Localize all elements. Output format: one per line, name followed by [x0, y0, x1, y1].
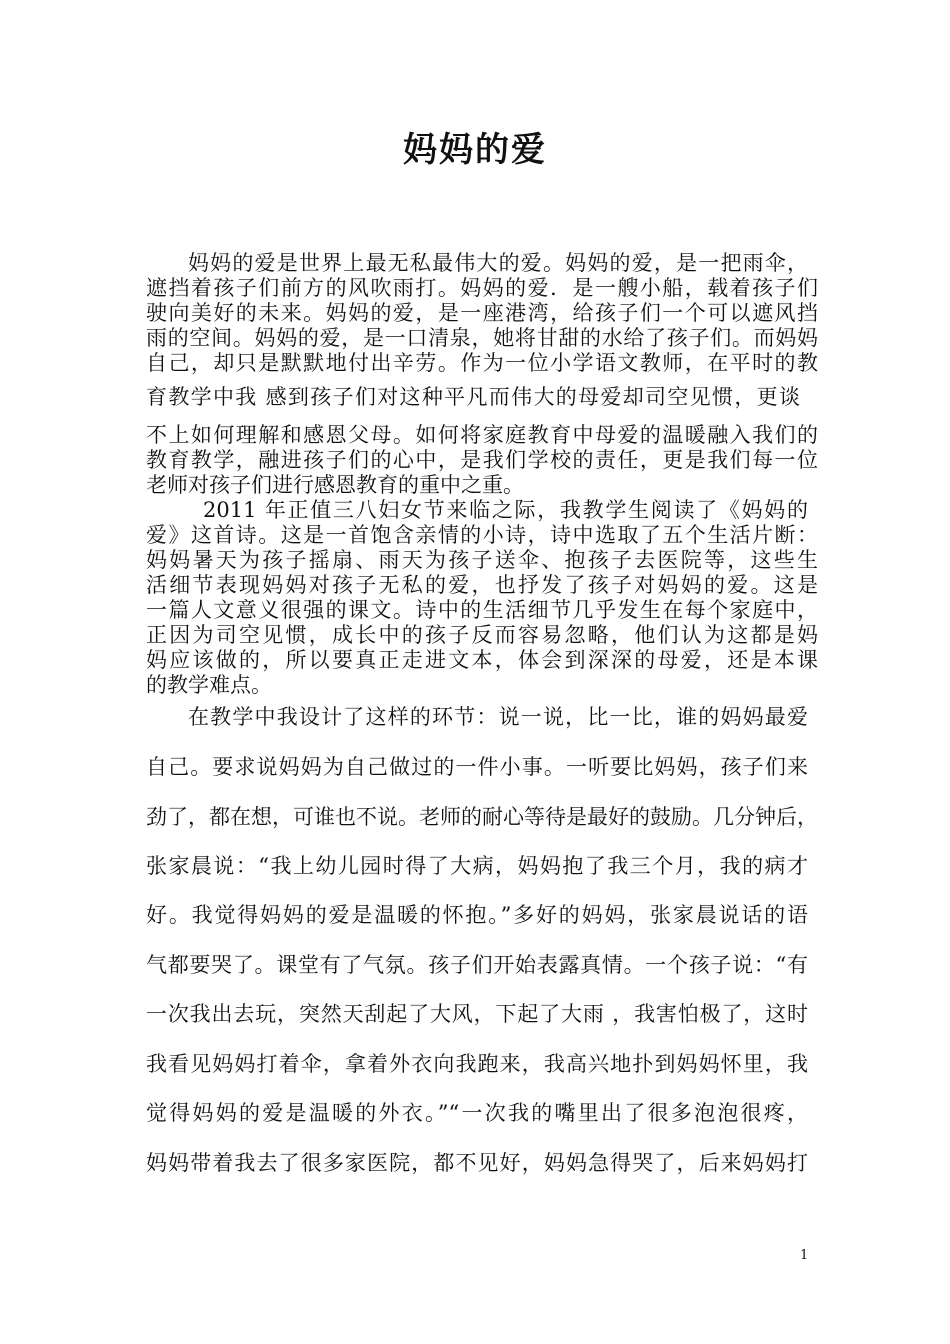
text-line: 不上如何理解和感恩父母。如何将家庭教育中母爱的温暖融入我们的 [146, 423, 818, 447]
text-line: 爱》这首诗。这是一首饱含亲情的小诗，诗中选取了五个生活片断： [146, 523, 818, 547]
text-line: 自己。要求说妈妈为自己做过的一件小事。一听要比妈妈，孩子们来 [146, 755, 808, 779]
text-line: 2011 年正值三八妇女节来临之际，我教学生阅读了《妈妈的 [203, 498, 808, 522]
text-line: 好。我觉得妈妈的爱是温暖的怀抱。”多好的妈妈，张家晨说话的语 [146, 903, 808, 927]
text-line: 我看见妈妈打着伞，拿着外衣向我跑来，我高兴地扑到妈妈怀里，我 [146, 1052, 808, 1076]
text-line: 驶向美好的未来。妈妈的爱，是一座港湾，给孩子们一个可以遮风挡 [146, 301, 818, 325]
text-line: 自己，却只是默默地付出辛劳。作为一位小学语文教师，在平时的教 [146, 351, 818, 375]
text-line: 育教学中我 感到孩子们对这种平凡而伟大的母爱却司空见惯，更谈 [146, 385, 800, 409]
text-line: 妈妈的爱是世界上最无私最伟大的爱。妈妈的爱，是一把雨伞， [188, 251, 808, 275]
text-line: 妈应该做的，所以要真正走进文本，体会到深深的母爱，还是本课 [146, 648, 818, 672]
text-line: 的教学难点。 [146, 673, 272, 697]
text-line: 觉得妈妈的爱是温暖的外衣。”“一次我的嘴里出了很多泡泡很疼， [146, 1101, 808, 1125]
text-line: 在教学中我设计了这样的环节：说一说，比一比，谁的妈妈最爱 [188, 705, 808, 729]
text-line: 遮挡着孩子们前方的风吹雨打。妈妈的爱．是一艘小船，载着孩子们 [146, 276, 818, 300]
text-line: 老师对孩子们进行感恩教育的重中之重。 [146, 473, 524, 497]
text-line: 一次我出去玩，突然天刮起了大风，下起了大雨 ，我害怕极了，这时 [146, 1002, 808, 1026]
text-line: 一篇人文意义很强的课文。诗中的生活细节几乎发生在每个家庭中， [146, 598, 818, 622]
text-line: 雨的空间。妈妈的爱，是一口清泉，她将甘甜的水给了孩子们。而妈妈 [146, 326, 818, 350]
text-line: 气都要哭了。课堂有了气氛。孩子们开始表露真情。一个孩子说：“有 [146, 953, 808, 977]
page-number: 1 [800, 1248, 809, 1263]
text-line: 教育教学，融进孩子们的心中，是我们学校的责任，更是我们每一位 [146, 448, 818, 472]
document-title: 妈妈的爱 [403, 130, 547, 170]
text-line: 妈妈带着我去了很多家医院，都不见好，妈妈急得哭了，后来妈妈打 [146, 1151, 808, 1175]
text-line: 妈妈暑天为孩子摇扇、雨天为孩子送伞、抱孩子去医院等，这些生 [146, 548, 818, 572]
text-line: 张家晨说：“我上幼儿园时得了大病，妈妈抱了我三个月，我的病才 [146, 854, 808, 878]
text-line: 正因为司空见惯，成长中的孩子反而容易忽略，他们认为这都是妈 [146, 623, 818, 647]
text-line: 活细节表现妈妈对孩子无私的爱，也抒发了孩子对妈妈的爱。这是 [146, 573, 818, 597]
text-line: 劲了，都在想，可谁也不说。老师的耐心等待是最好的鼓励。几分钟后， [146, 805, 818, 829]
